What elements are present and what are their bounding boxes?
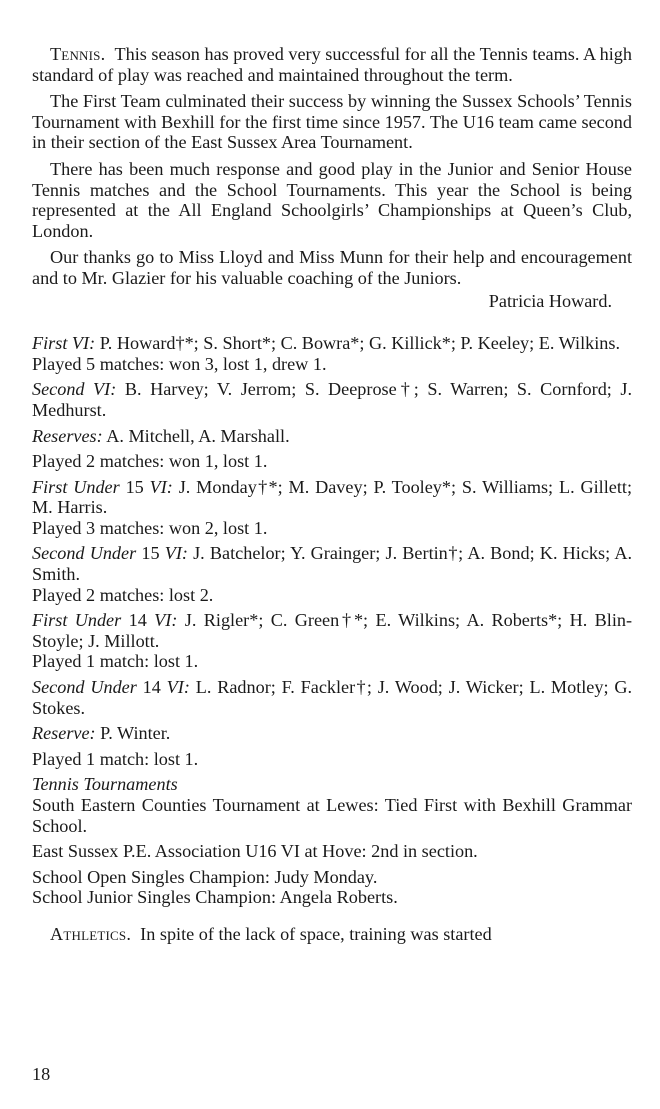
intro-paragraph: Tennis. This season has proved very successful for all the Tennis teams. A high standard of play was reached and maintained throughout the term.: [32, 44, 632, 85]
team-roster: Second VI: B. Harvey; V. Jerrom; S. Deeprose†; S. Warren; S. Cornford; J. Medhurst.: [32, 379, 633, 420]
tournaments-heading: Tennis Tournaments: [32, 774, 178, 795]
team-roster: First Under 15 VI: J. Monday†*; M. Davey; P. Tooley*; S. Williams; L. Gillett; M. Harris.: [32, 476, 632, 518]
team-roster: Second Under 14 VI: L. Radnor; F. Fackler†; J. Wood; J. Wicker; L. Motley; G. Stokes.: [32, 677, 633, 718]
team-result: Played 2 matches: won 1, lost 1.: [32, 451, 268, 472]
team-reserves: Reserve: P. Winter.: [32, 723, 171, 744]
champion-line: School Junior Singles Champion: Angela Roberts.: [32, 887, 398, 908]
section-heading-tennis: Tennis.: [50, 44, 106, 64]
team-result: Played 1 match: lost 1.: [32, 651, 199, 672]
first-team-paragraph: The First Team culminated their success by winning the Sussex Schools’ Tennis Tournament with Bexhill for the first time since 1957. The U16 team came second in their section of the East Sussex Area Tournament.: [32, 91, 632, 153]
team-result: Played 1 match: lost 1.: [32, 748, 199, 769]
team-result: Played 2 matches: lost 2.: [32, 584, 214, 605]
thanks-paragraph: Our thanks go to Miss Lloyd and Miss Munn for their help and encouragement and to Mr. Glazier for his valuable coaching of the Juniors.: [32, 247, 632, 288]
tournament-result: East Sussex P.E. Association U16 VI at Hove: 2nd in section.: [32, 841, 478, 862]
team-reserves: Reserves: A. Mitchell, A. Marshall.: [32, 425, 290, 446]
team-roster: Second Under 15 VI: J. Batchelor; Y. Grainger; J. Bertin†; A. Bond; K. Hicks; A. Smith.: [32, 543, 632, 585]
team-roster: First VI: P. Howard†*; S. Short*; C. Bowra*; G. Killick*; P. Keeley; E. Wilkins.: [32, 333, 620, 354]
section-heading-athletics: Athletics.: [50, 923, 132, 944]
house-matches-paragraph: There has been much response and good play in the Junior and Senior House Tennis matches and the School Tournaments. This year the School is being represented at the All England Schoolgirls’ Championships at Queen’s Club, London.: [32, 158, 632, 241]
team-result: Played 3 matches: won 2, lost 1.: [32, 517, 268, 538]
athletics-paragraph: Athletics. In spite of the lack of space, training was started: [50, 923, 492, 944]
signature: Patricia Howard.: [488, 290, 612, 311]
team-result: Played 5 matches: won 3, lost 1, drew 1.: [32, 353, 327, 374]
champion-line: School Open Singles Champion: Judy Monday.: [32, 866, 378, 887]
page-number: 18: [32, 1064, 51, 1084]
document-page: [32, 44, 632, 951]
team-roster: First Under 14 VI: J. Rigler*; C. Green†*; E. Wilkins; A. Roberts*; H. Blin-Stoyle; J. Millott.: [32, 610, 633, 651]
tournament-result: South Eastern Counties Tournament at Lewes: Tied First with Bexhill Grammar School.: [32, 795, 632, 836]
